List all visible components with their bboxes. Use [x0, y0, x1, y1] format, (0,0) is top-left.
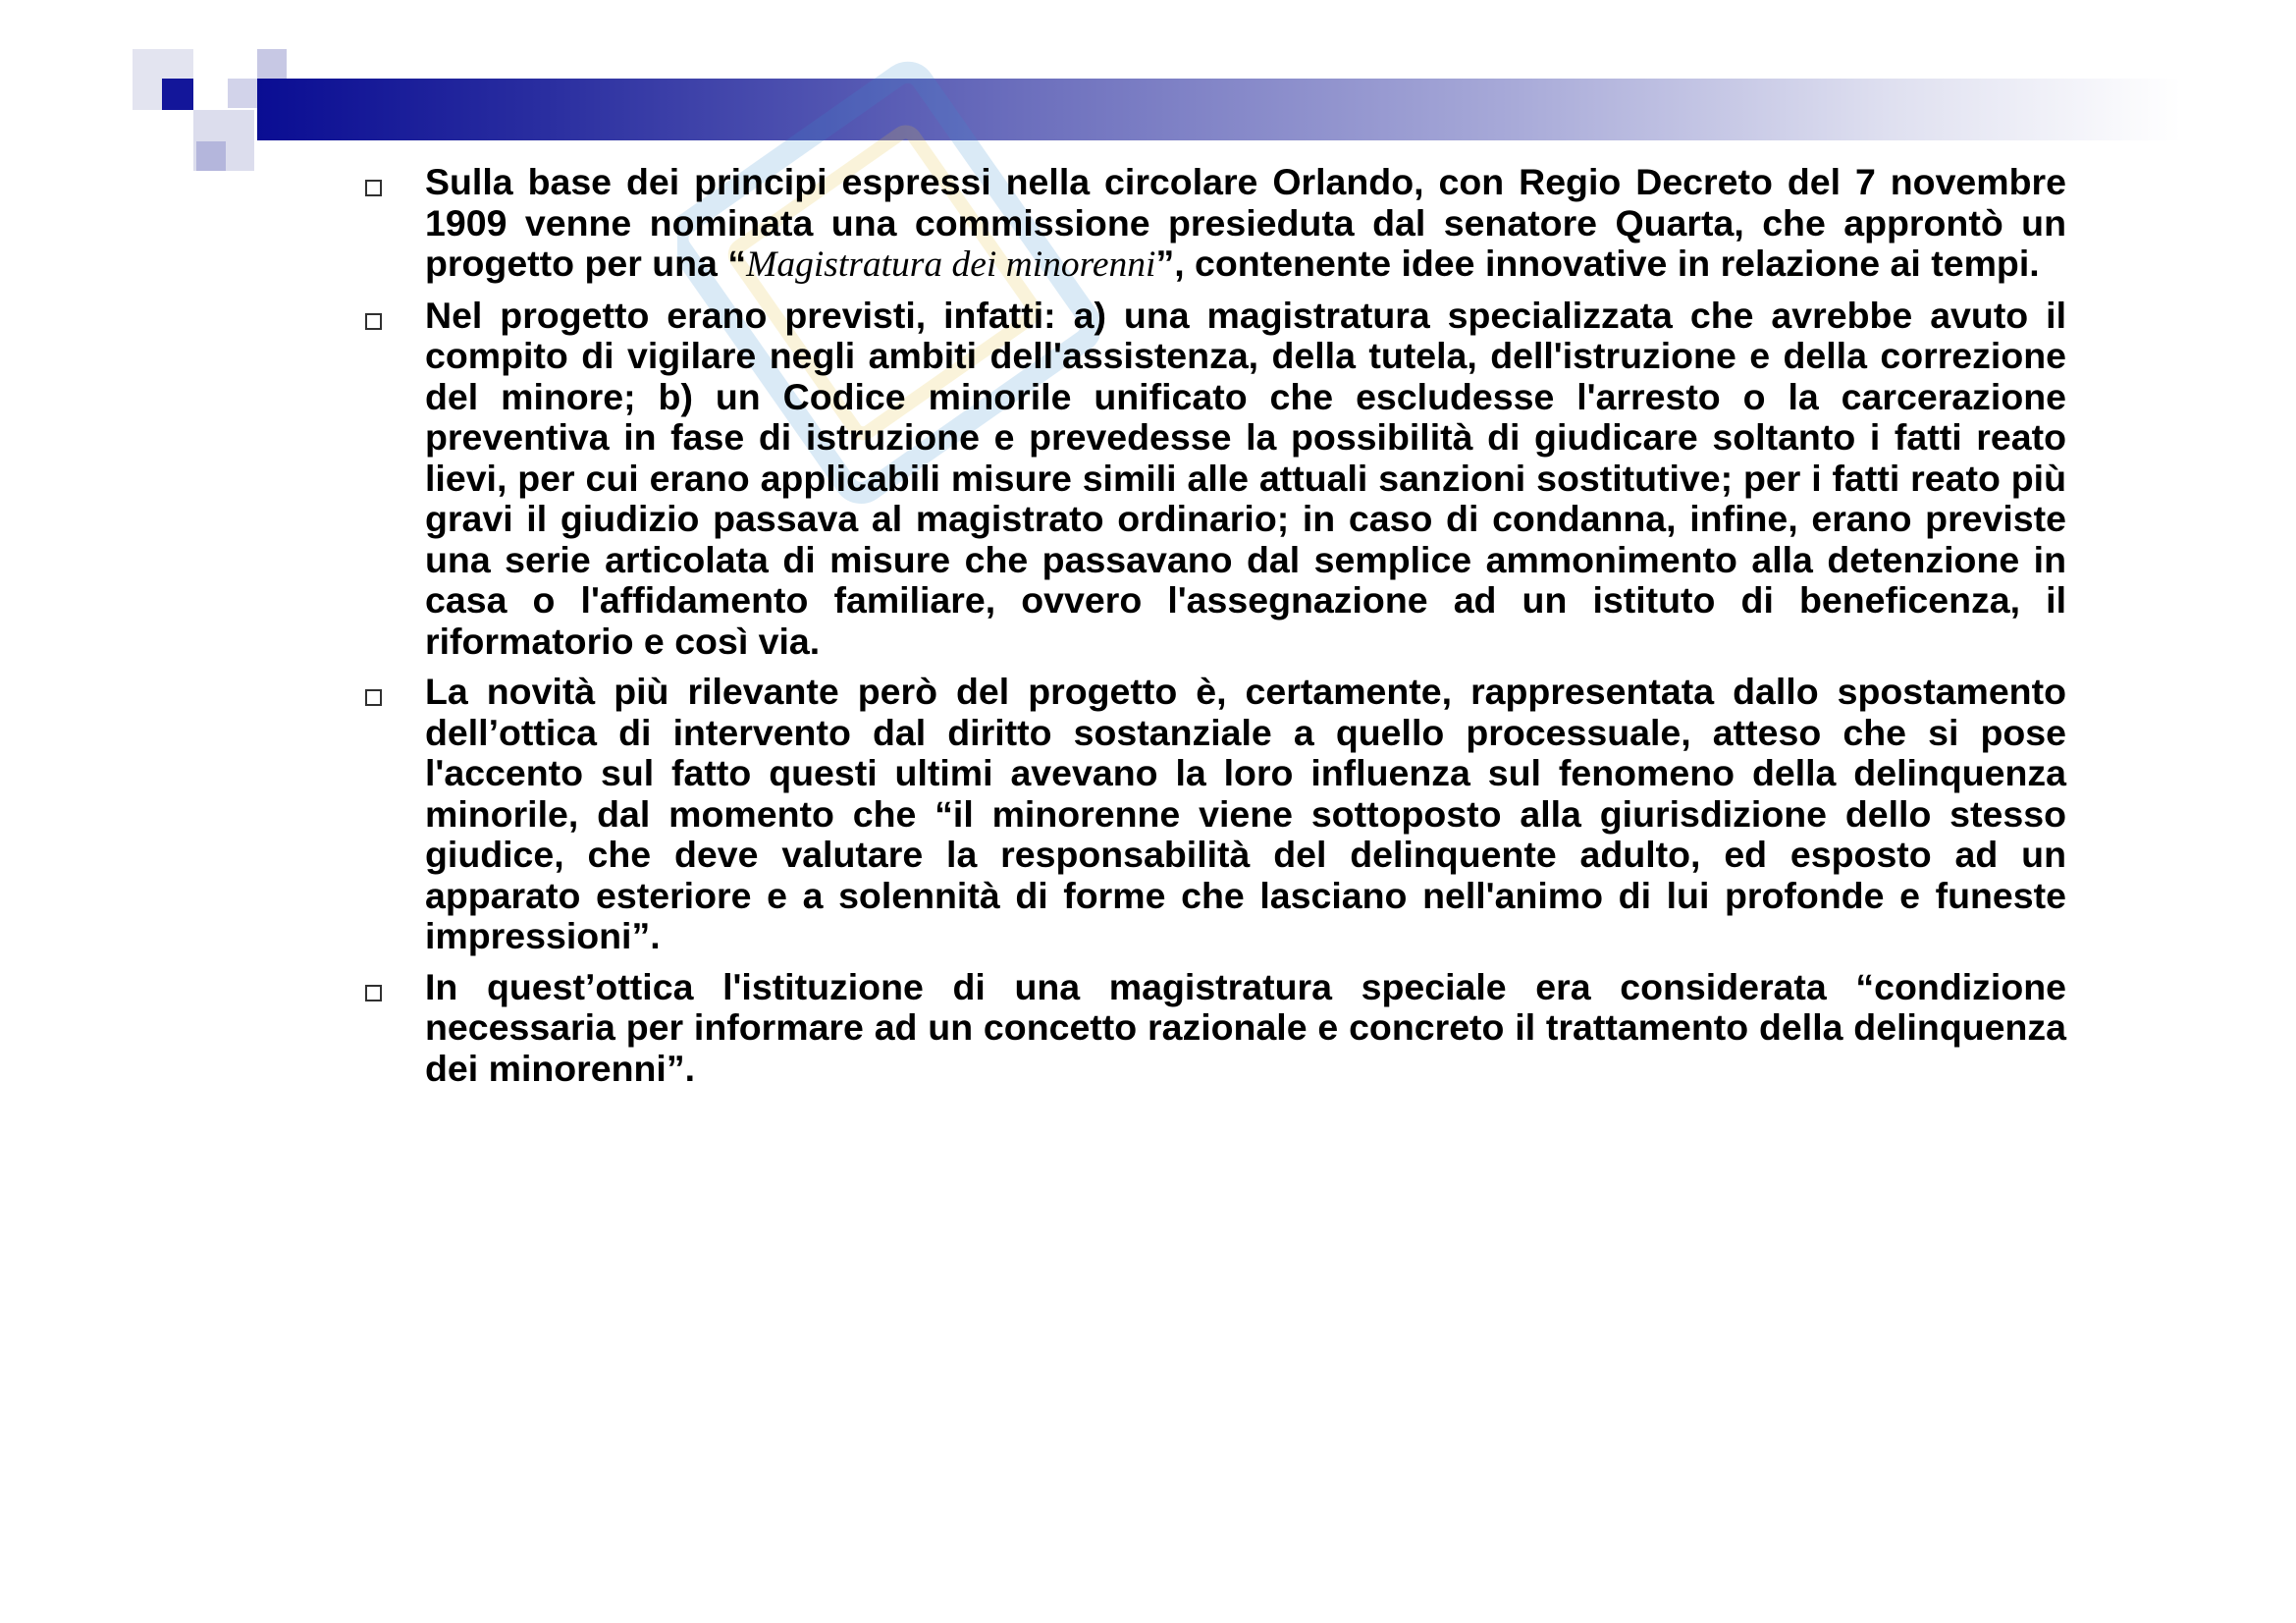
- square-bullet-icon: [365, 180, 382, 196]
- bullet-text: Nel progetto erano previsti, infatti: a) una magistratura specializzata che avrebbe avuto il compito di vigilare negli ambiti dell'assistenza, della tutela, dell'istruzione e della correzione del minore; b) un Codice minorile unificato che escludesse l'arresto o la carcerazione preventiva in fase di istruzione e prevedesse la possibilità di giudicare soltanto i fatti reato lievi, per cui erano applicabili misure simili alle attuali sanzioni sostitutive; per i fatti reato più gravi il giudizio passava al magistrato ordinario; in caso di condanna, infine, erano previste una serie articolata di misure che passavano dal semplice ammonimento alla detenzione in casa o l'affidamento familiare, ovvero l'assegnazione ad un istituto di beneficenza, il riformatorio e così via.: [425, 294, 2066, 662]
- square-bullet-icon: [365, 689, 382, 706]
- bullet-item: [358, 162, 2066, 286]
- header-gradient-bar: [257, 79, 2181, 140]
- bullet-item: [358, 296, 2066, 663]
- bullet-text-part: ”, contenente idee innovative in relazione ai tempi.: [1155, 243, 2040, 284]
- bullet-text: La novità più rilevante però del progetto è, certamente, rappresentata dallo spostamento dell’ottica di intervento dal diritto sostanziale a quello processuale, atteso che si pose l'accento sul fatto questi ultimi avevano la loro influenza sul fenomeno della delinquenza minorile, dal momento che “il minorenne viene sottoposto alla giurisdizione dello stesso giudice, che deve valutare la responsabilità del delinquente adulto, ed esposto ad un apparato esteriore e a solennità di forme che lasciano nell'animo di lui profonde e funeste impressioni”.: [425, 671, 2066, 956]
- bullet-list: [358, 162, 2066, 1089]
- bullet-text-part: Sulla base dei principi espressi nella circolare Orlando, con Regio Decreto del 7 novembre 1909 venne nominata una commissione presieduta dal senatore Quarta, che approntò un progetto per una “: [425, 161, 2066, 284]
- bullet-text: [425, 162, 2066, 286]
- decorative-square: [257, 49, 287, 79]
- square-bullet-icon: [365, 985, 382, 1001]
- decorative-square-accent: [162, 79, 193, 110]
- bullet-item: [358, 967, 2066, 1090]
- bullet-item: [358, 672, 2066, 957]
- bullet-text-italic: Magistratura dei minorenni: [746, 244, 1156, 285]
- slide-header-decoration: [0, 0, 2296, 187]
- decorative-square: [196, 141, 226, 171]
- slide-content: [358, 162, 2066, 1099]
- square-bullet-icon: [365, 313, 382, 330]
- decorative-square: [228, 79, 257, 108]
- bullet-text: In quest’ottica l'istituzione di una magistratura speciale era considerata “condizione necessaria per informare ad un concetto razionale e concreto il trattamento della delinquenza dei minorenni”.: [425, 965, 2066, 1089]
